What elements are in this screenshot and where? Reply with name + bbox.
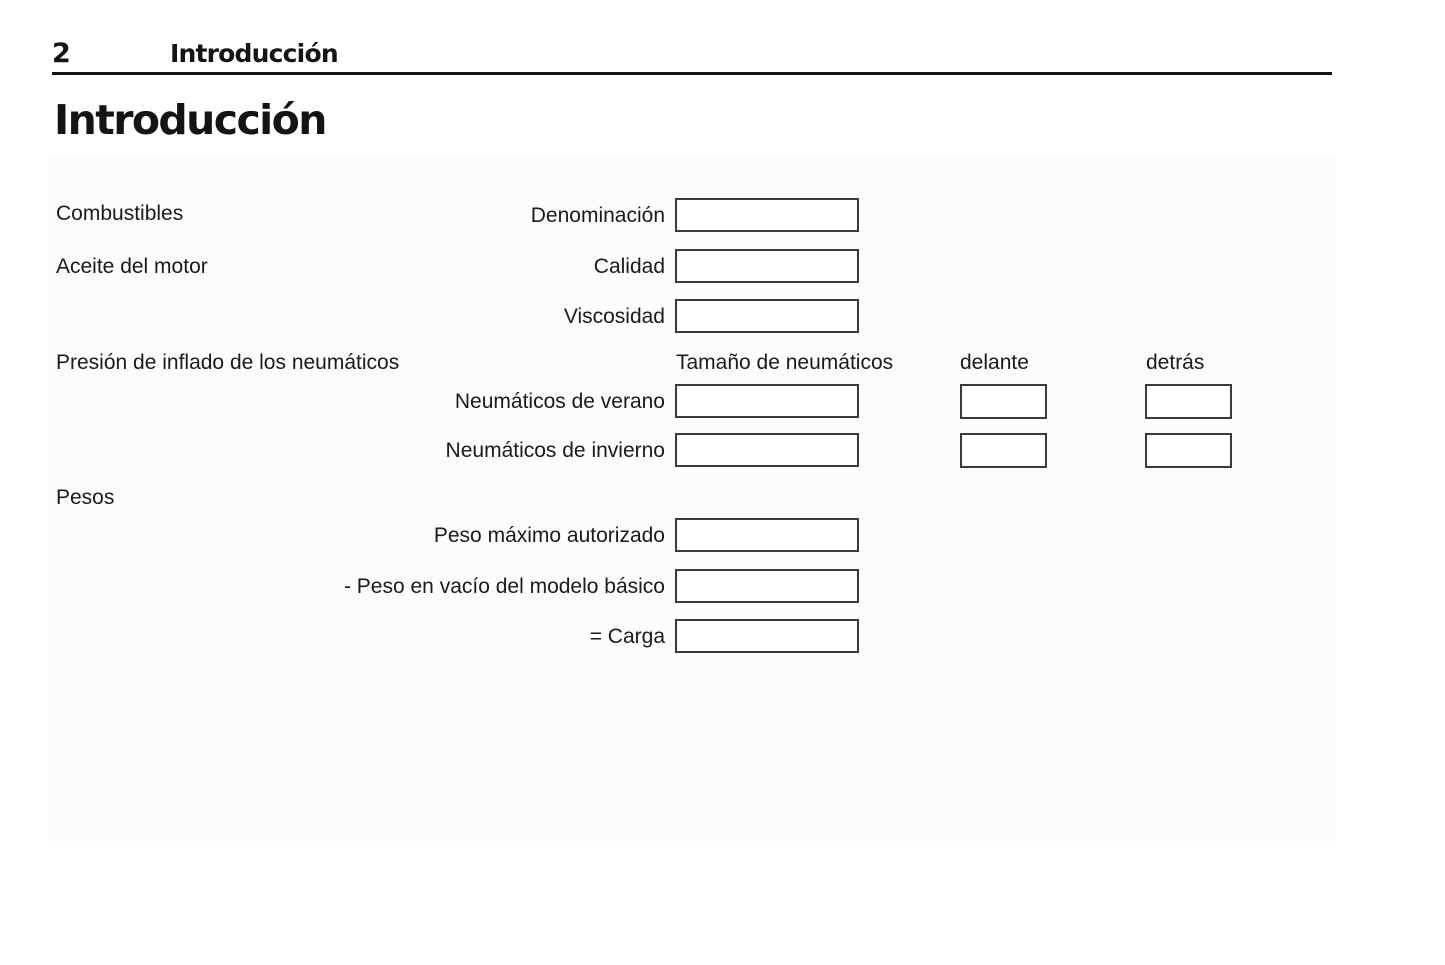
- section-label-fuels: Combustibles: [56, 202, 184, 225]
- section-label-tyre-pressure: Presión de inflado de los neumáticos: [56, 351, 400, 374]
- page-header: [52, 38, 1332, 76]
- payload-input[interactable]: [675, 619, 859, 653]
- summer-tyres-size-input[interactable]: [675, 384, 859, 418]
- header-chapter-title: Introducción: [170, 39, 338, 68]
- field-label-winter-tyres: Neumáticos de invierno: [445, 439, 665, 462]
- winter-tyres-front-input[interactable]: [960, 433, 1047, 468]
- field-label-denomination: Denominación: [530, 204, 665, 227]
- field-label-max-authorized-weight: Peso máximo autorizado: [433, 524, 665, 547]
- viscosity-input[interactable]: [675, 299, 859, 333]
- field-label-summer-tyres: Neumáticos de verano: [454, 390, 665, 413]
- winter-tyres-size-input[interactable]: [675, 433, 859, 467]
- quality-input[interactable]: [675, 249, 859, 283]
- page-title: Introducción: [54, 96, 326, 144]
- max-authorized-weight-input[interactable]: [675, 518, 859, 552]
- summer-tyres-rear-input[interactable]: [1145, 384, 1232, 419]
- column-header-rear: detrás: [1146, 351, 1205, 374]
- kerb-weight-basic-input[interactable]: [675, 569, 859, 603]
- field-label-quality: Calidad: [593, 255, 665, 278]
- field-label-kerb-weight-basic: - Peso en vacío del modelo básico: [343, 575, 665, 598]
- section-label-engine-oil: Aceite del motor: [56, 255, 208, 278]
- header-divider: [52, 72, 1332, 75]
- column-header-front: delante: [960, 351, 1029, 374]
- section-label-weights: Pesos: [56, 486, 115, 509]
- column-header-tyre-size: Tamaño de neumáticos: [676, 351, 894, 374]
- specifications-form-panel: [48, 157, 1335, 841]
- winter-tyres-rear-input[interactable]: [1145, 433, 1232, 468]
- field-label-payload: = Carga: [589, 625, 665, 648]
- page-number: 2: [52, 38, 71, 69]
- denomination-input[interactable]: [675, 198, 859, 232]
- field-label-viscosity: Viscosidad: [563, 305, 665, 328]
- summer-tyres-front-input[interactable]: [960, 384, 1047, 419]
